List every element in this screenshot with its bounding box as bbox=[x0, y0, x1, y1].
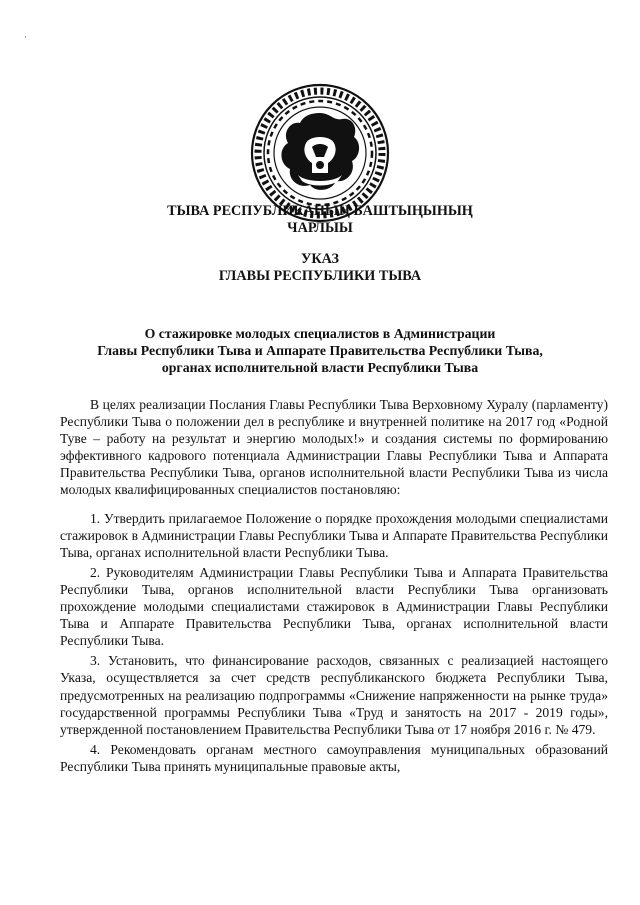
item-paragraph-1: 1. Утвердить прилагаемое Положение о порядке прохождения молодыми специалистами стажировок в Администрации Главы Республики Тыва и Аппарате Правительства Республики Тыва, органах исполнительной власти Республики Тыва. bbox=[60, 510, 608, 560]
item-paragraph-4: 4. Рекомендовать органам местного самоуправления муниципальных образований Республики Тыва принять муниципальные правовые акты, bbox=[60, 741, 608, 774]
header-line-3: УКАЗ bbox=[300, 251, 340, 267]
header-line-1: ТЫВА РЕСПУБЛИКАНЫҢ БАШТЫҢЫНЫҢ bbox=[167, 203, 473, 219]
title-line-2: Главы Республики Тыва и Аппарате Правительства Республики Тыва, bbox=[97, 343, 543, 358]
item-paragraph-2: 2. Руководителям Администрации Главы Республики Тыва и Аппарата Правительства Республики Тыва, органов исполнительной власти Республики Тыва организовать прохождение молодыми специалистами стажировок в Администрации Главы Республики Тыва и Аппарате Правительства Республики Тыва, органах исполнительной власти Республики Тыва. bbox=[60, 564, 608, 649]
header-line-4: ГЛАВЫ РЕСПУБЛИКИ ТЫВА bbox=[218, 268, 422, 284]
header-line-2: ЧАРЛЫЫ bbox=[287, 220, 353, 236]
preamble-paragraph: В целях реализации Послания Главы Республики Тыва Верховному Хуралу (парламенту) Республики Тыва о положении дел в республике и внутренней политике на 2017 год «Родной Туве – работу на результат и энергию молодых!» и создания системы по формированию эффективного кадрового потенциала Администрации Главы Республики Тыва и Аппарата Правительства Республики Тыва, органов исполнительной власти Республики Тыва из числа молодых квалифицированных специалистов постановляю: bbox=[60, 397, 608, 498]
title-line-3: органах исполнительной власти Республики Тыва bbox=[161, 360, 479, 375]
title-line-1: О стажировке молодых специалистов в Администрации bbox=[144, 326, 496, 341]
decree-body bbox=[60, 396, 608, 778]
item-paragraph-3: 3. Установить, что финансирование расходов, связанных с реализацией настоящего Указа, осуществляется за счет средств республиканского бюджета Республики Тыва, предусмотренных на реализацию подпрограммы «Снижение напряженности на рынке труда» государственной программы Республики Тыва «Труд и занятость на 2017 - 2019 годы», утвержденной постановлением Правительства Республики Тыва от 17 ноября 2016 г. № 479. bbox=[60, 653, 608, 737]
margin-mark: · bbox=[24, 32, 27, 42]
tuva-coat-of-arms-icon bbox=[250, 83, 390, 223]
